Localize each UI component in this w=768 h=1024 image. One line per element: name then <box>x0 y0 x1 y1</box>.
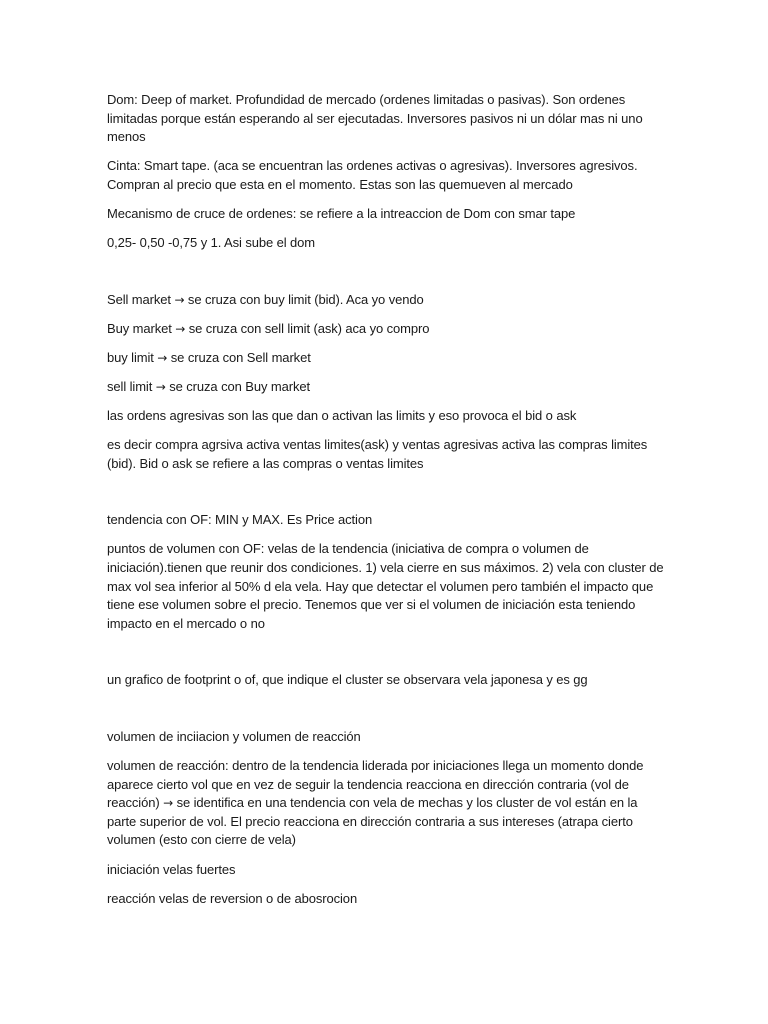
paragraph-volumen-reaccion <box>107 757 667 850</box>
right-arrow-icon: → <box>174 292 185 307</box>
paragraph-cinta-definition: Cinta: Smart tape. (aca se encuentran las ordenes activas o agresivas). Inversores agresivos. Compran al precio que esta en el momento. Estas son las quemueven al mercado <box>107 158 638 192</box>
paragraph-footprint: un grafico de footprint o of, que indique el cluster se observara vela japonesa y es gg <box>107 672 588 688</box>
paragraph-sell-limit <box>107 378 667 397</box>
paragraph-sell-market <box>107 291 667 310</box>
paragraph-text: se cruza con Buy market <box>165 378 310 394</box>
paragraph-text: se cruza con sell limit (ask) aca yo compro <box>185 320 430 336</box>
document-body <box>107 91 667 919</box>
right-arrow-icon: → <box>163 796 174 811</box>
paragraph-dom-steps: 0,25- 0,50 -0,75 y 1. Asi sube el dom <box>107 235 316 251</box>
paragraph-puntos-volumen: puntos de volumen con OF: velas de la tendencia (iniciativa de compra o volumen de iniciación).tienen que reunir dos condiciones. 1) vela cierre en sus máximos. 2) vela con cluster de max vol sea inferior al 50% d ela vela. Hay que detectar el volumen pero también el impacto que tiene ese volumen sobre el precio. Tenemos que ver si el volumen de iniciación esta teniendo impacto en el mercado o no <box>107 541 664 631</box>
paragraph-buy-market <box>107 320 667 339</box>
paragraph-volumen-heading: volumen de inciiacion y volumen de reacción <box>107 728 361 744</box>
paragraph-text: se cruza con buy limit (bid). Aca yo vendo <box>184 291 424 307</box>
paragraph-text: se cruza con Sell market <box>167 349 311 365</box>
paragraph-text: se identifica en una tendencia con vela de mechas y los cluster de vol están en la parte superior de vol. El precio reacciona en dirección contraria a sus intereses (atrapa cierto volumen (esto con cierre de vela) <box>107 795 638 848</box>
right-arrow-icon: → <box>155 379 166 394</box>
right-arrow-icon: → <box>157 350 168 365</box>
paragraph-ordenes-agresivas: las ordens agresivas son las que dan o activan las limits y eso provoca el bid o ask <box>107 408 577 424</box>
paragraph-buy-limit <box>107 349 667 368</box>
paragraph-tendencia-of: tendencia con OF: MIN y MAX. Es Price action <box>107 512 373 528</box>
paragraph-text: sell limit <box>107 378 156 394</box>
paragraph-dom-definition: Dom: Deep of market. Profundidad de mercado (ordenes limitadas o pasivas). Son ordenes limitadas porque están esperando al ser ejecutadas. Inversores pasivos ni un dólar mas ni uno menos <box>107 92 643 145</box>
right-arrow-icon: → <box>175 321 186 336</box>
paragraph-iniciacion: iniciación velas fuertes <box>107 861 236 877</box>
paragraph-text: Buy market <box>107 320 176 336</box>
paragraph-bid-ask: es decir compra agrsiva activa ventas limites(ask) y ventas agresivas activa las compras limites (bid). Bid o ask se refiere a las compras o ventas limites <box>107 437 648 471</box>
paragraph-reaccion: reacción velas de reversion o de abosrocion <box>107 890 358 906</box>
paragraph-text: volumen de reacción: dentro de la tendencia liderada por iniciaciones llega un momento donde aparece cierto vol que en vez de seguir la tendencia reacciona en dirección contraria (vol de reacción) <box>107 758 644 811</box>
paragraph-text: Sell market <box>107 291 175 307</box>
paragraph-cruce-ordenes: Mecanismo de cruce de ordenes: se refiere a la intreaccion de Dom con smar tape <box>107 205 576 221</box>
paragraph-text: buy limit <box>107 349 158 365</box>
